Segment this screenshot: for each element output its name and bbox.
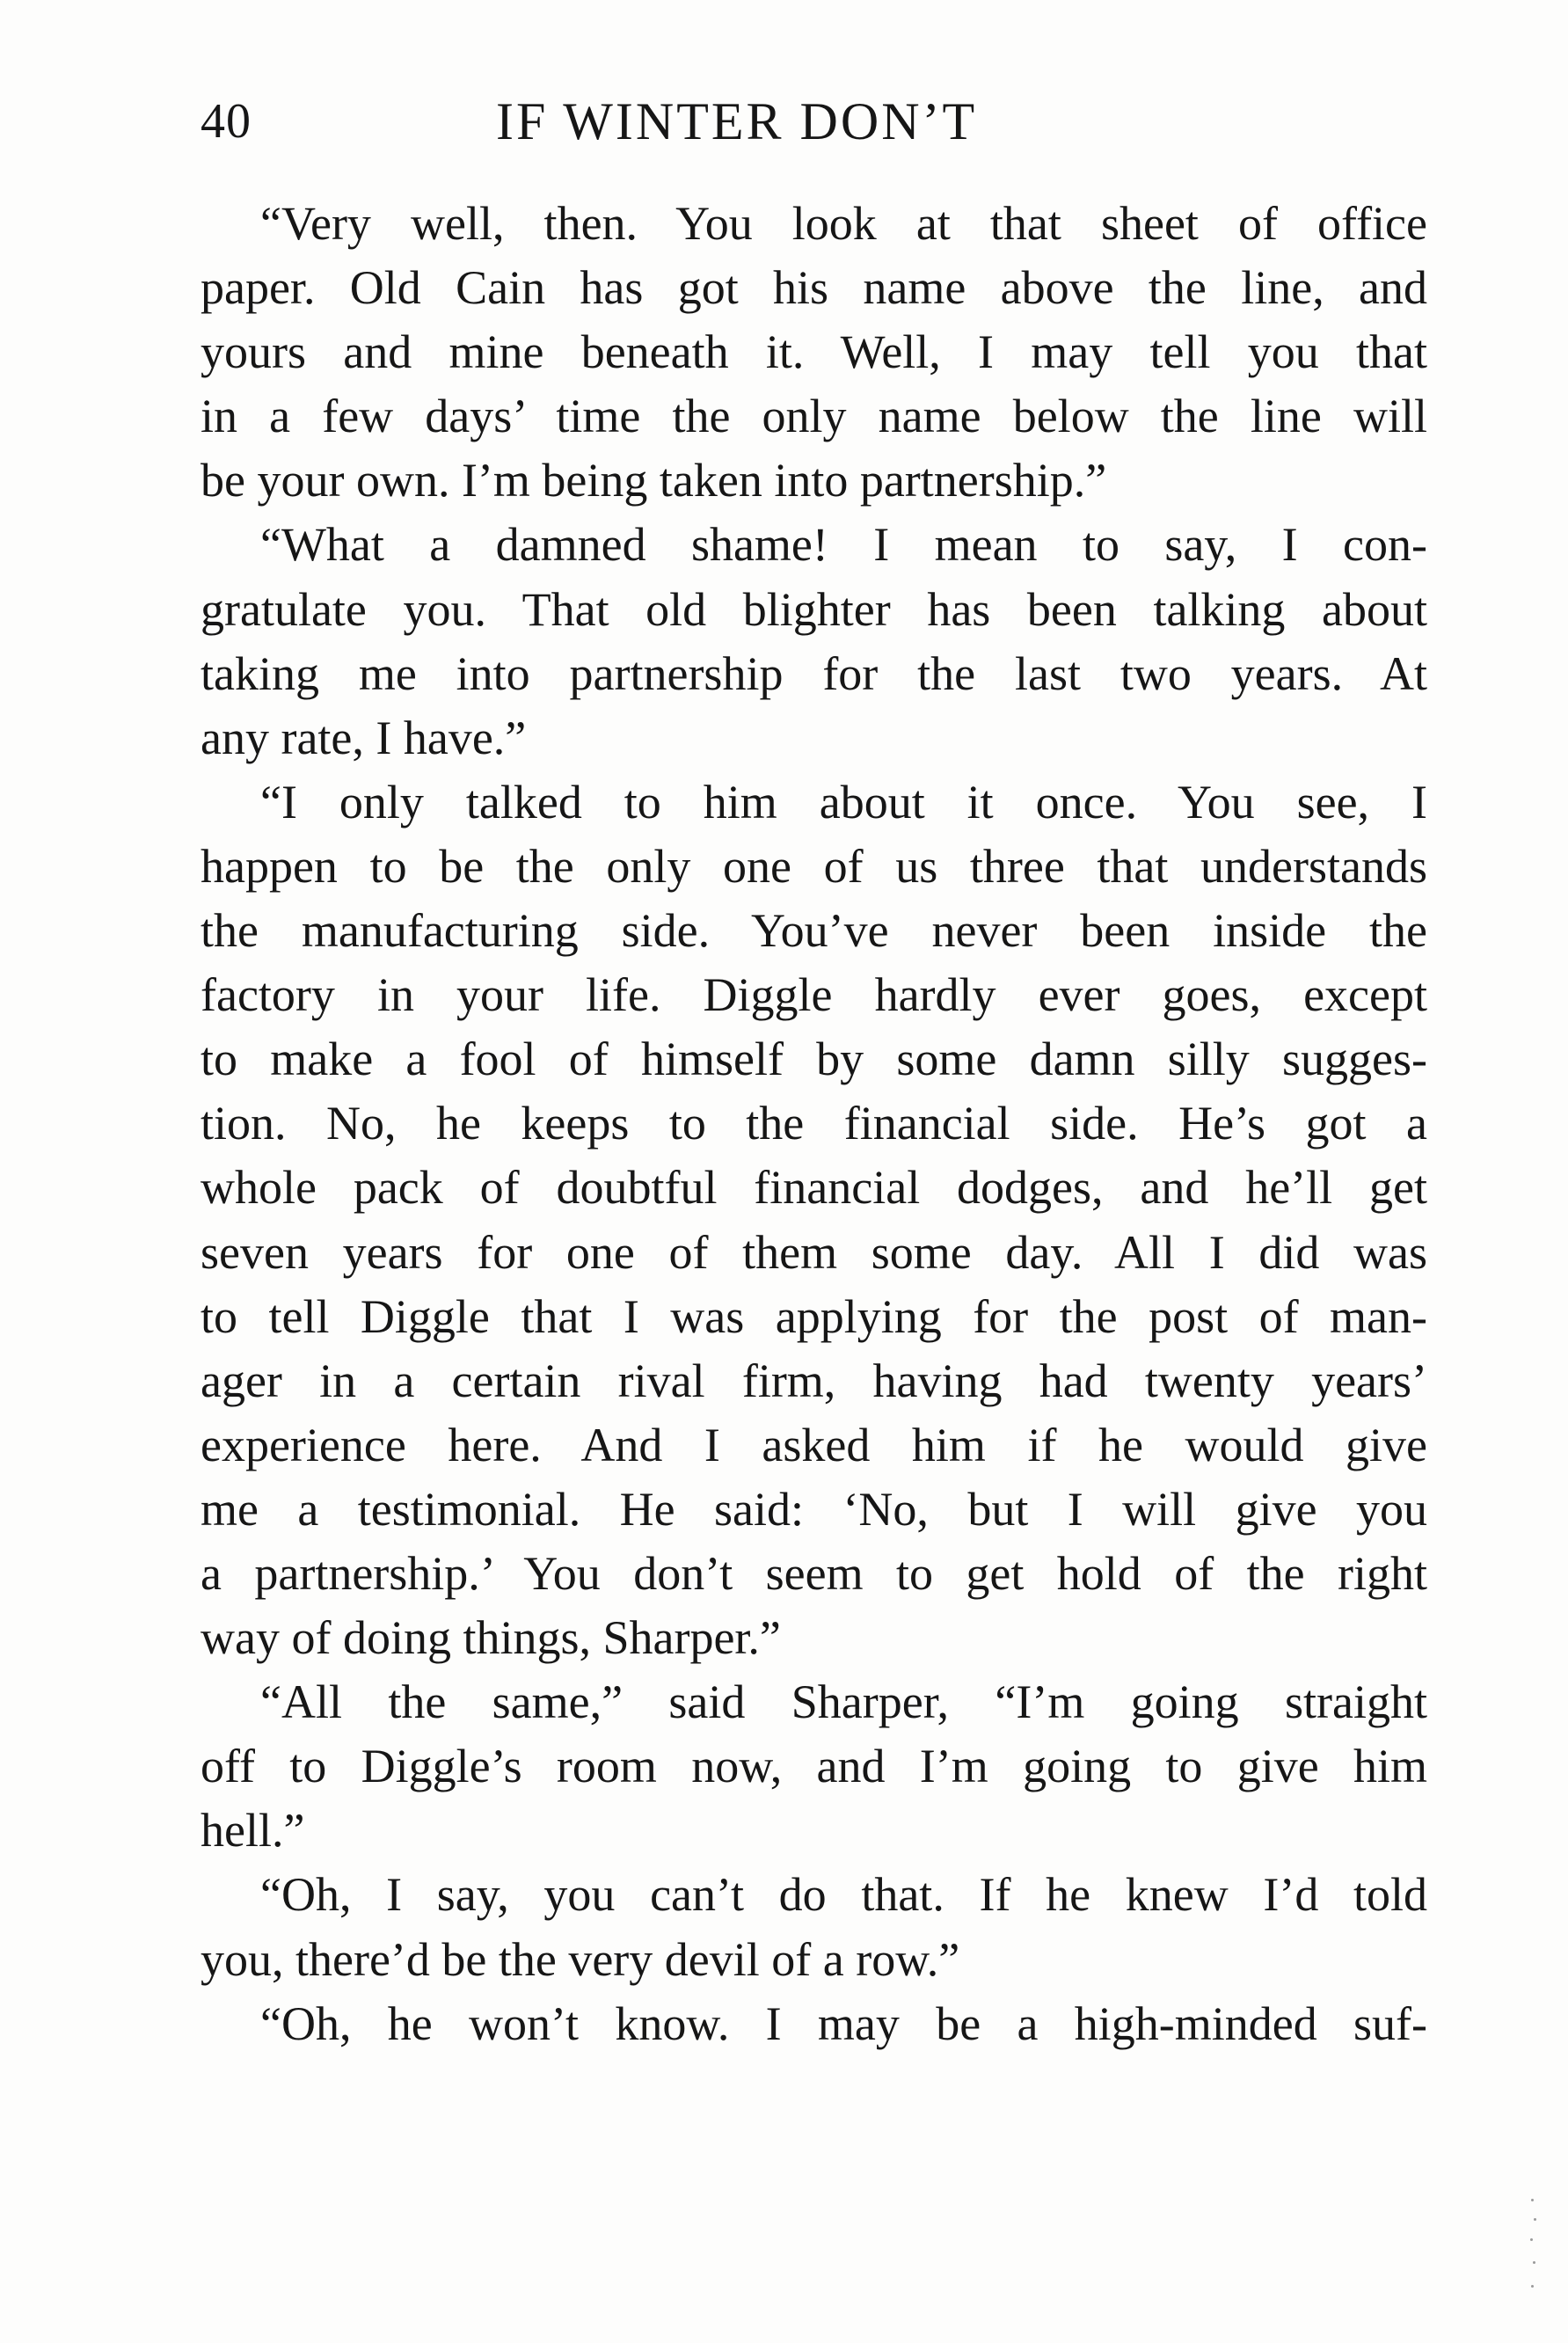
text-line: seven years for one of them some day. All I did was (201, 1225, 1427, 1279)
text-line: “Oh, I say, you can’t do that. If he knew I’d told (260, 1868, 1427, 1922)
text-line: tion. No, he keeps to the financial side. He’s got a (201, 1097, 1427, 1150)
text-line: “Very well, then. You look at that sheet of office (260, 197, 1427, 250)
page-header (201, 86, 1432, 157)
text-line: factory in your life. Diggle hardly ever goes, except (201, 968, 1427, 1022)
text-line: the manufacturing side. You’ve never been inside the (201, 904, 1427, 958)
text-line: off to Diggle’s room now, and I’m going to give him (201, 1740, 1427, 1793)
text-line: whole pack of doubtful financial dodges, and he’ll get (201, 1161, 1427, 1215)
body-text (201, 192, 1427, 2056)
text-line: “What a damned shame! I mean to say, I con- (260, 518, 1427, 572)
text-line: be your own. I’m being taken into partnership.” (201, 454, 1107, 507)
text-line: in a few days’ time the only name below the line will (201, 390, 1427, 443)
text-line: way of doing things, Sharper.” (201, 1611, 781, 1665)
scan-artifact (1529, 2199, 1536, 2304)
text-line: taking me into partnership for the last two years. At (201, 646, 1427, 700)
text-line: a partnership.’ You don’t seem to get hold of the right (201, 1546, 1427, 1600)
text-line: to tell Diggle that I was applying for the post of man- (201, 1289, 1427, 1343)
running-title: IF WINTER DON’T (496, 92, 978, 150)
text-line: gratulate you. That old blighter has been talking about (201, 582, 1427, 636)
text-line: me a testimonial. He said: ‘No, but I will give you (201, 1482, 1427, 1536)
text-line: paper. Old Cain has got his name above the line, and (201, 261, 1427, 315)
text-line: you, there’d be the very devil of a row.” (201, 1932, 960, 1986)
text-line: any rate, I have.” (201, 711, 527, 764)
text-line: happen to be the only one of us three that understands (201, 839, 1427, 893)
text-line: hell.” (201, 1804, 305, 1858)
text-line: ager in a certain rival firm, having had twenty years’ (201, 1354, 1427, 1407)
text-line: yours and mine beneath it. Well, I may tell you that (201, 325, 1427, 379)
text-line: to make a fool of himself by some damn silly sugges- (201, 1033, 1427, 1086)
text-line: experience here. And I asked him if he would give (201, 1418, 1427, 1471)
text-line: “Oh, he won’t know. I may be a high-minded suf- (260, 1996, 1427, 2050)
text-line: “All the same,” said Sharper, “I’m going straight (260, 1675, 1427, 1729)
text-line: “I only talked to him about it once. You see, I (260, 775, 1427, 828)
page-number: 40 (201, 94, 252, 149)
